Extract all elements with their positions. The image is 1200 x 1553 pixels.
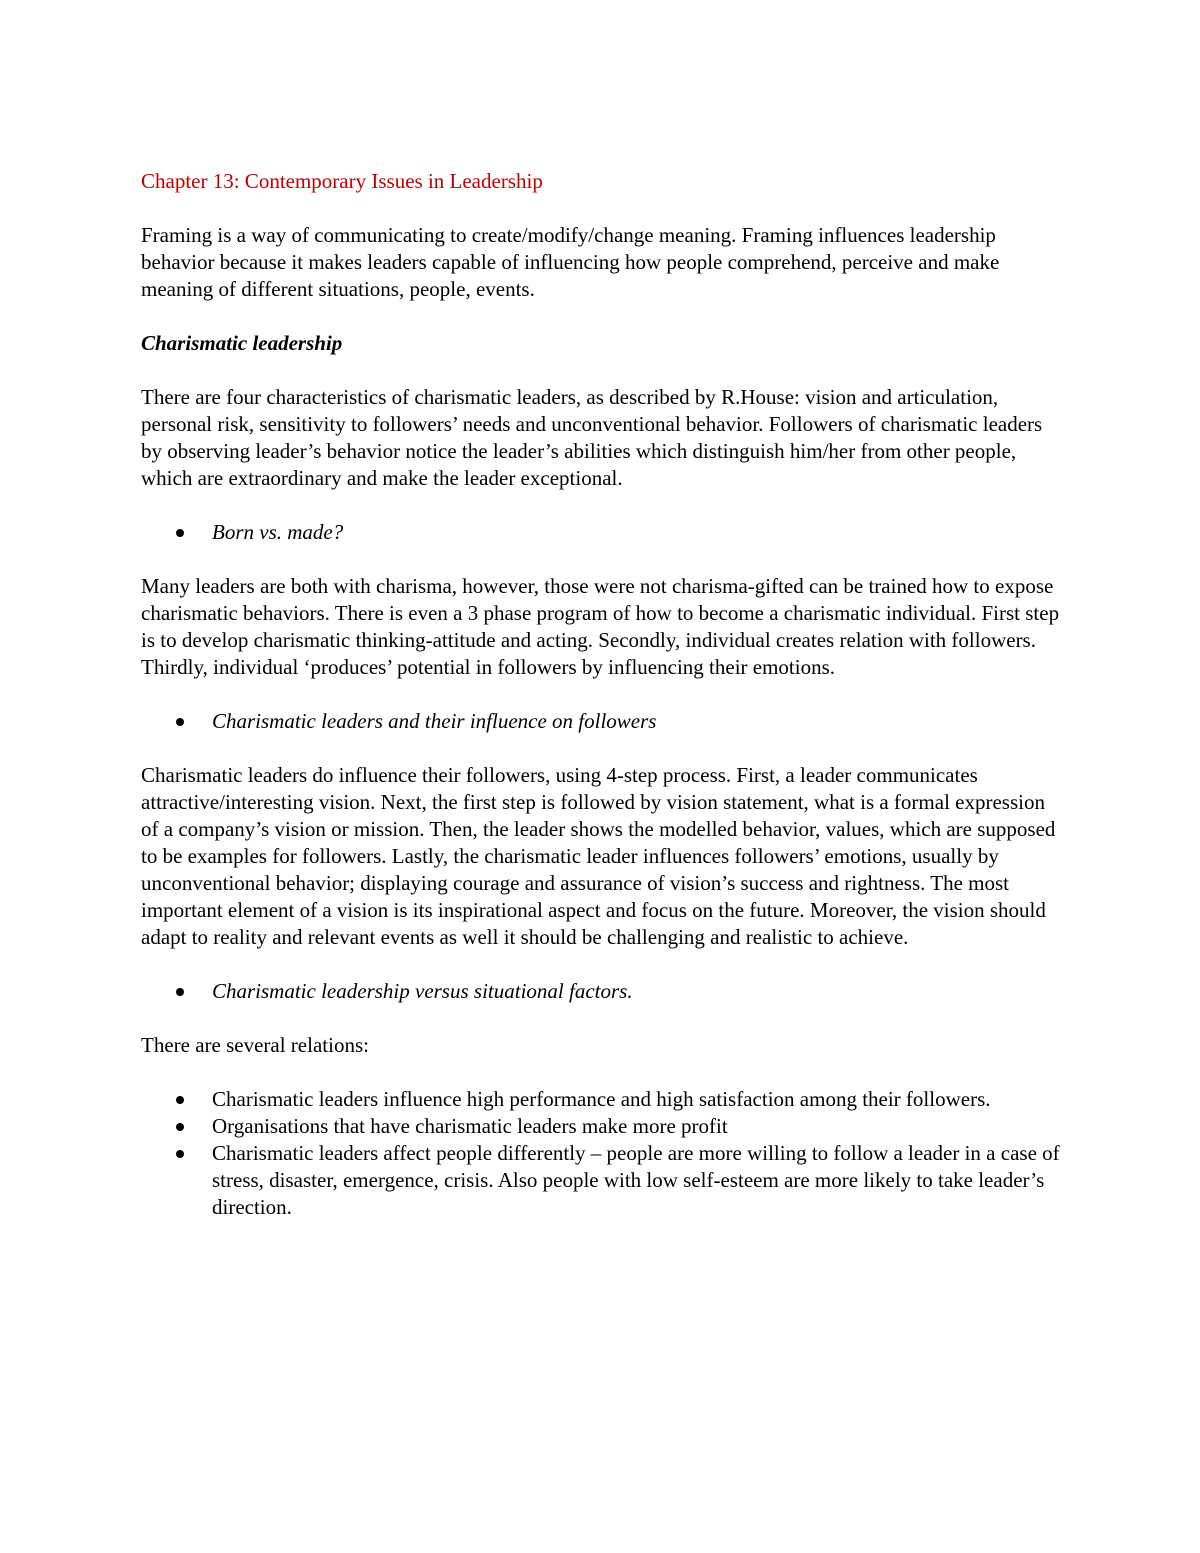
list-item [141, 708, 1066, 735]
bullet-icon [176, 529, 184, 537]
relation-text: Charismatic leaders affect people differently – people are more willing to follow a leader in a case of stress, disaster, emergence, crisis. Also people with low self-esteem are more likely to take leader’s direction. [212, 1141, 1060, 1219]
born-paragraph: Many leaders are both with charisma, however, those were not charisma-gifted can be trained how to expose charismatic behaviors. There is even a 3 phase program of how to become a charismatic individual. First step is to develop charismatic thinking-attitude and acting. Secondly, individual creates relation with followers. Thirdly, individual ‘produces’ potential in followers by influencing their emotions. [141, 574, 1060, 679]
list-item [141, 519, 1066, 546]
relations-list [141, 1086, 1066, 1221]
intro-paragraph: Framing is a way of communicating to create/modify/change meaning. Framing influences leadership behavior because it makes leaders capable of influencing how people comprehend, perceive and make meaning of different situations, people, events. [141, 223, 1000, 301]
list-item [141, 1113, 1066, 1140]
subheading-situational: Charismatic leadership versus situational factors. [212, 979, 633, 1003]
subheading-list-situational [141, 978, 1066, 1005]
list-item [141, 1086, 1066, 1113]
characteristics-paragraph: There are four characteristics of charismatic leaders, as described by R.House: vision and articulation, personal risk, sensitivity to followers’ needs and unconventional behavior. Followers of charismatic leaders by observing leader’s behavior notice the leader’s abilities which distinguish him/her from other people, which are extraordinary and make the leader exceptional. [141, 385, 1043, 490]
document-page [141, 168, 1066, 1248]
relation-text: Charismatic leaders influence high performance and high satisfaction among their followers. [212, 1087, 991, 1111]
subheading-list-born [141, 519, 1066, 546]
influence-paragraph: Charismatic leaders do influence their followers, using 4-step process. First, a leader communicates attractive/interesting vision. Next, the first step is followed by vision statement, what is a formal expression of a company’s vision or mission. Then, the leader shows the modelled behavior, values, which are supposed to be examples for followers. Lastly, the charismatic leader influences followers’ emotions, usually by unconventional behavior; displaying courage and assurance of vision’s success and rightness. The most important element of a vision is its inspirational aspect and focus on the future. Moreover, the vision should adapt to reality and relevant events as well it should be challenging and realistic to achieve. [141, 763, 1056, 949]
bullet-icon [176, 1096, 184, 1104]
subheading-born: Born vs. made? [212, 520, 344, 544]
relation-text: Organisations that have charismatic leaders make more profit [212, 1114, 728, 1138]
subheading-list-influence [141, 708, 1066, 735]
bullet-icon [176, 1150, 184, 1158]
bullet-icon [176, 1123, 184, 1131]
bullet-icon [176, 718, 184, 726]
section-heading: Charismatic leadership [141, 331, 343, 355]
bullet-icon [176, 988, 184, 996]
list-item [141, 978, 1066, 1005]
chapter-title: Chapter 13: Contemporary Issues in Leadership [141, 169, 543, 193]
subheading-influence: Charismatic leaders and their influence on followers [212, 709, 657, 733]
list-item [141, 1140, 1066, 1221]
relations-intro: There are several relations: [141, 1033, 369, 1057]
